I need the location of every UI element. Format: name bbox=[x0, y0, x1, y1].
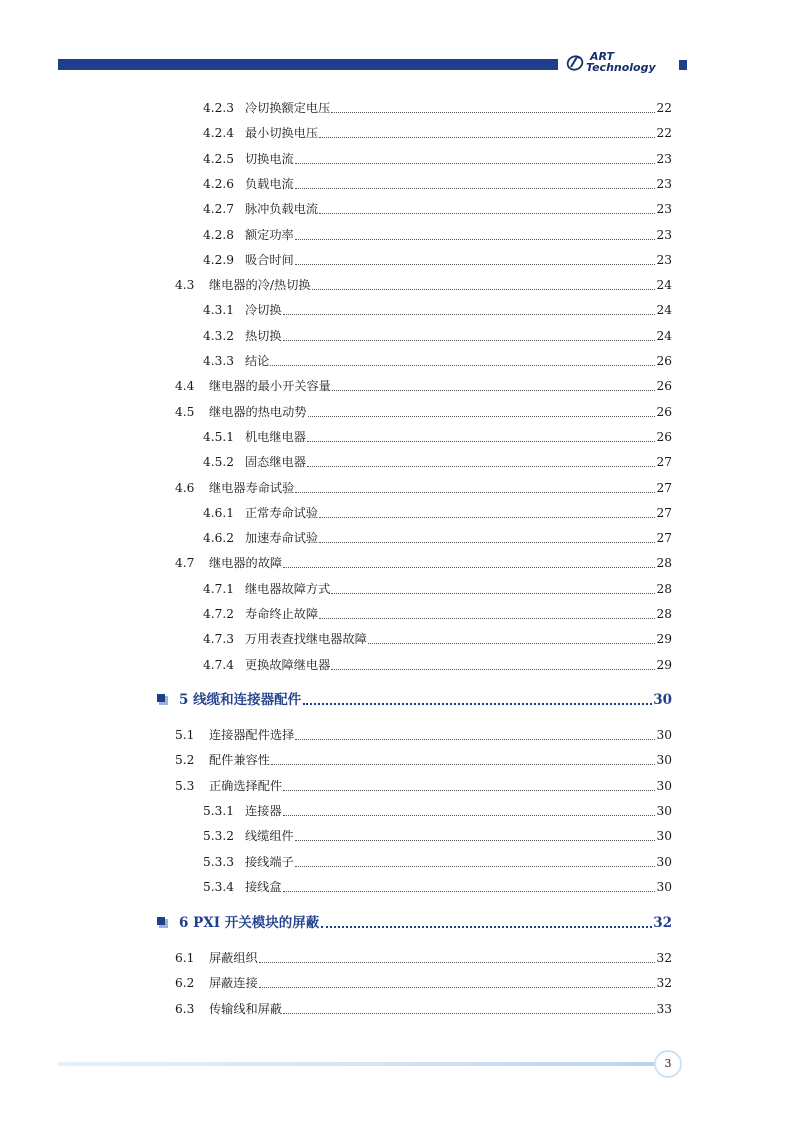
toc-entry[interactable] bbox=[203, 302, 672, 318]
toc-leader-dots bbox=[295, 187, 656, 189]
toc-entry[interactable] bbox=[175, 404, 672, 420]
toc-leader-dots bbox=[307, 440, 656, 442]
toc-entry-page: 27 bbox=[656, 480, 672, 495]
toc-leader-dots bbox=[283, 890, 656, 892]
toc-entry-title: 最小切换电压 bbox=[245, 126, 319, 141]
toc-entry-number: 4.2.5 bbox=[203, 151, 235, 166]
toc-entry[interactable] bbox=[203, 530, 672, 546]
toc-leader-dots bbox=[319, 212, 655, 214]
toc-entry-number: 6.3 bbox=[175, 1001, 195, 1016]
toc-entry-number: 4.3.2 bbox=[203, 328, 235, 343]
toc-entry[interactable] bbox=[203, 125, 672, 141]
toc-entry[interactable] bbox=[175, 378, 672, 394]
toc-entry-title: 屏蔽组织 bbox=[209, 951, 258, 965]
toc-entry[interactable] bbox=[203, 429, 672, 445]
toc-entry-title: 更换故障继电器 bbox=[245, 657, 331, 672]
toc-entry-page: 30 bbox=[656, 854, 672, 869]
toc-entry[interactable] bbox=[203, 657, 672, 673]
toc-entry-number: 5.3 bbox=[175, 778, 195, 793]
toc-entry[interactable] bbox=[203, 854, 672, 870]
toc-entry[interactable] bbox=[203, 100, 672, 116]
toc-leader-dots bbox=[331, 592, 655, 594]
toc-entry-title: 继电器的热电动势 bbox=[209, 404, 307, 419]
toc-entry-page: 29 bbox=[656, 657, 672, 672]
chapter-leader-dots bbox=[303, 703, 652, 705]
toc-leader-dots bbox=[319, 617, 655, 619]
toc-entry-number: 4.2.6 bbox=[203, 176, 235, 191]
toc-entry-title: 脉冲负载电流 bbox=[245, 202, 319, 217]
brand-logo bbox=[566, 50, 676, 78]
toc-entry-title: 连接器 bbox=[245, 803, 282, 818]
brand-line2: Technology bbox=[586, 61, 656, 74]
toc-leader-dots bbox=[283, 1012, 655, 1014]
toc-entry[interactable] bbox=[203, 252, 672, 268]
toc-leader-dots bbox=[270, 364, 655, 366]
toc-entry[interactable] bbox=[203, 505, 672, 521]
toc-entry-title: 继电器的冷/热切换 bbox=[209, 278, 311, 293]
toc-entry-number: 4.2.4 bbox=[203, 126, 235, 141]
toc-entry-title: 加速寿命试验 bbox=[245, 531, 319, 546]
toc-entry-number: 4.6 bbox=[175, 480, 195, 495]
toc-entry[interactable] bbox=[203, 879, 672, 895]
toc-entry-page: 30 bbox=[656, 879, 672, 894]
toc-entry-page: 26 bbox=[656, 354, 672, 368]
toc-entry[interactable] bbox=[203, 631, 672, 647]
toc-entry-page: 28 bbox=[656, 556, 672, 571]
toc-entry-title: 结论 bbox=[245, 354, 270, 368]
toc-entry-title: 继电器的故障 bbox=[209, 556, 283, 571]
toc-leader-dots bbox=[308, 415, 656, 417]
toc-entry-number: 4.3 bbox=[175, 278, 195, 293]
toc-entry[interactable] bbox=[175, 1001, 672, 1017]
toc-entry-title: 连接器配件选择 bbox=[209, 728, 295, 742]
toc-entry-page: 33 bbox=[656, 1001, 672, 1016]
toc-entry-number: 4.5 bbox=[175, 404, 195, 419]
toc-leader-dots bbox=[331, 111, 655, 113]
toc-entry-number: 6.2 bbox=[175, 976, 195, 991]
toc-entry-title: 继电器的最小开关容量 bbox=[209, 379, 331, 394]
header-bar bbox=[58, 59, 558, 70]
toc-entry-page: 22 bbox=[656, 101, 672, 115]
toc-entry-title: 切换电流 bbox=[245, 151, 294, 166]
toc-entry-title: 负载电流 bbox=[245, 176, 294, 191]
chapter-title: 6 PXI 开关模块的屏蔽 bbox=[179, 915, 320, 931]
toc-entry[interactable] bbox=[175, 555, 672, 571]
toc-entry-title: 万用表查找继电器故障 bbox=[245, 632, 367, 647]
toc-entry-number: 4.5.2 bbox=[203, 455, 235, 470]
toc-entry[interactable] bbox=[203, 353, 672, 369]
toc-leader-dots bbox=[283, 789, 655, 791]
toc-entry[interactable] bbox=[175, 752, 672, 768]
toc-entry-title: 额定功率 bbox=[245, 227, 294, 242]
toc-entry-page: 32 bbox=[656, 976, 672, 991]
toc-entry-title: 冷切换额定电压 bbox=[245, 101, 331, 115]
toc-entry-title: 继电器寿命试验 bbox=[209, 480, 295, 495]
toc-entry[interactable] bbox=[175, 950, 672, 966]
brand-line1: ART bbox=[590, 50, 614, 63]
chapter-page: 32 bbox=[653, 915, 672, 931]
chapter-title: 5 线缆和连接器配件 bbox=[179, 692, 302, 708]
toc-entry-page: 27 bbox=[656, 531, 672, 546]
toc-entry[interactable] bbox=[203, 454, 672, 470]
toc-entry-page: 27 bbox=[656, 455, 672, 470]
toc-leader-dots bbox=[283, 566, 655, 568]
toc-entry[interactable] bbox=[203, 201, 672, 217]
toc-entry-number: 4.7.2 bbox=[203, 607, 235, 621]
toc-entry-page: 30 bbox=[656, 753, 672, 768]
toc-entry[interactable] bbox=[203, 151, 672, 167]
toc-entry-number: 4.6.2 bbox=[203, 531, 235, 546]
toc-leader-dots bbox=[295, 738, 655, 740]
toc-leader-dots bbox=[295, 865, 656, 867]
toc-entry[interactable] bbox=[175, 277, 672, 293]
toc-entry-page: 30 bbox=[656, 803, 672, 818]
toc-entry-number: 4.3.3 bbox=[203, 354, 235, 368]
toc-entry-page: 24 bbox=[656, 328, 672, 343]
toc-entry-title: 机电继电器 bbox=[245, 429, 306, 444]
chapter-6-heading[interactable] bbox=[179, 914, 672, 932]
toc-entry-page: 30 bbox=[656, 829, 672, 844]
toc-entry-number: 4.2.3 bbox=[203, 101, 235, 115]
toc-entry[interactable] bbox=[203, 328, 672, 344]
toc-entry-title: 正确选择配件 bbox=[209, 778, 283, 793]
page-number: 3 bbox=[654, 1050, 682, 1078]
toc-leader-dots bbox=[295, 839, 656, 841]
toc-entry-number: 4.7.1 bbox=[203, 581, 235, 596]
toc-leader-dots bbox=[319, 541, 655, 543]
toc-entry-title: 传输线和屏蔽 bbox=[209, 1001, 283, 1016]
toc-entry-page: 26 bbox=[656, 429, 672, 444]
toc-entry-number: 6.1 bbox=[175, 951, 195, 965]
toc-leader-dots bbox=[319, 516, 655, 518]
toc-entry-page: 23 bbox=[656, 252, 672, 267]
toc-entry-title: 屏蔽连接 bbox=[209, 976, 258, 991]
toc-entry-number: 5.3.4 bbox=[203, 879, 235, 894]
toc-entry-title: 热切换 bbox=[245, 328, 282, 343]
toc-entry-number: 5.3.3 bbox=[203, 854, 235, 869]
toc-entry-number: 4.5.1 bbox=[203, 429, 235, 444]
toc-entry-page: 28 bbox=[656, 581, 672, 596]
toc-entry[interactable] bbox=[175, 480, 672, 496]
toc-entry-number: 5.1 bbox=[175, 728, 195, 742]
toc-entry[interactable] bbox=[175, 778, 672, 794]
toc-leader-dots bbox=[312, 288, 656, 290]
toc-entry-page: 27 bbox=[656, 505, 672, 520]
toc-entry-number: 5.2 bbox=[175, 753, 195, 768]
brand-name bbox=[586, 51, 656, 73]
chapter-5-heading[interactable] bbox=[179, 691, 672, 709]
toc-entry-title: 继电器故障方式 bbox=[245, 581, 331, 596]
toc-entry-number: 4.7 bbox=[175, 556, 195, 571]
toc-entry-title: 冷切换 bbox=[245, 303, 282, 318]
toc-leader-dots bbox=[331, 668, 655, 670]
toc-entry-number: 5.3.2 bbox=[203, 829, 235, 844]
chapter-page: 30 bbox=[653, 692, 672, 708]
toc-leader-dots bbox=[319, 136, 655, 138]
toc-entry-number: 4.3.1 bbox=[203, 303, 235, 318]
toc-entry-page: 28 bbox=[656, 607, 672, 621]
toc-entry[interactable] bbox=[203, 803, 672, 819]
chapter-bullet-icon bbox=[157, 917, 168, 928]
toc-leader-dots bbox=[368, 642, 656, 644]
toc-entry[interactable] bbox=[203, 581, 672, 597]
toc-entry-title: 接线端子 bbox=[245, 854, 294, 869]
toc-entry-page: 23 bbox=[656, 151, 672, 166]
toc-entry-page: 23 bbox=[656, 202, 672, 217]
toc-leader-dots bbox=[259, 986, 656, 988]
toc-entry-page: 29 bbox=[656, 632, 672, 647]
toc-leader-dots bbox=[259, 961, 656, 963]
toc-entry-number: 4.7.3 bbox=[203, 632, 235, 647]
toc-entry-title: 配件兼容性 bbox=[209, 753, 270, 768]
toc-entry-page: 22 bbox=[656, 126, 672, 141]
toc-entry-number: 5.3.1 bbox=[203, 803, 235, 818]
chapter-bullet-icon bbox=[157, 694, 168, 705]
toc-leader-dots bbox=[332, 389, 656, 391]
chapter-leader-dots bbox=[321, 926, 652, 928]
toc-entry-page: 32 bbox=[656, 951, 672, 965]
header-square bbox=[679, 60, 687, 70]
toc-leader-dots bbox=[307, 465, 656, 467]
toc-leader-dots bbox=[295, 263, 656, 265]
toc-leader-dots bbox=[295, 162, 656, 164]
toc-entry[interactable] bbox=[203, 176, 672, 192]
toc-entry[interactable] bbox=[203, 828, 672, 844]
toc-entry-number: 4.4 bbox=[175, 379, 195, 394]
toc-entry-title: 固态继电器 bbox=[245, 455, 306, 470]
toc-entry-title: 线缆组件 bbox=[245, 829, 294, 844]
toc-entry-page: 23 bbox=[656, 176, 672, 191]
toc-leader-dots bbox=[295, 491, 655, 493]
toc-entry[interactable] bbox=[175, 975, 672, 991]
toc-leader-dots bbox=[283, 814, 656, 816]
toc-leader-dots bbox=[283, 339, 656, 341]
toc-entry-page: 23 bbox=[656, 227, 672, 242]
toc-entry-page: 26 bbox=[656, 404, 672, 419]
toc-leader-dots bbox=[295, 238, 656, 240]
toc-entry-number: 4.7.4 bbox=[203, 657, 235, 672]
toc-entry-page: 24 bbox=[656, 303, 672, 318]
toc-entry-page: 24 bbox=[656, 278, 672, 293]
toc-entry-page: 30 bbox=[656, 728, 672, 742]
toc-entry-number: 4.2.9 bbox=[203, 252, 235, 267]
toc-entry-title: 接线盒 bbox=[245, 879, 282, 894]
toc-entry-page: 26 bbox=[656, 379, 672, 394]
toc-entry-title: 吸合时间 bbox=[245, 252, 294, 267]
toc-entry-title: 寿命终止故障 bbox=[245, 607, 319, 621]
toc-entry-title: 正常寿命试验 bbox=[245, 505, 319, 520]
footer-line bbox=[58, 1062, 668, 1066]
toc-leader-dots bbox=[283, 313, 656, 315]
toc-entry-number: 4.2.8 bbox=[203, 227, 235, 242]
toc-entry[interactable] bbox=[203, 606, 672, 622]
toc-entry[interactable] bbox=[175, 727, 672, 743]
toc-entry-number: 4.6.1 bbox=[203, 505, 235, 520]
art-logo-icon bbox=[566, 54, 584, 72]
toc-entry[interactable] bbox=[203, 227, 672, 243]
toc-entry-page: 30 bbox=[656, 778, 672, 793]
toc-leader-dots bbox=[271, 763, 656, 765]
toc-entry-number: 4.2.7 bbox=[203, 202, 235, 217]
